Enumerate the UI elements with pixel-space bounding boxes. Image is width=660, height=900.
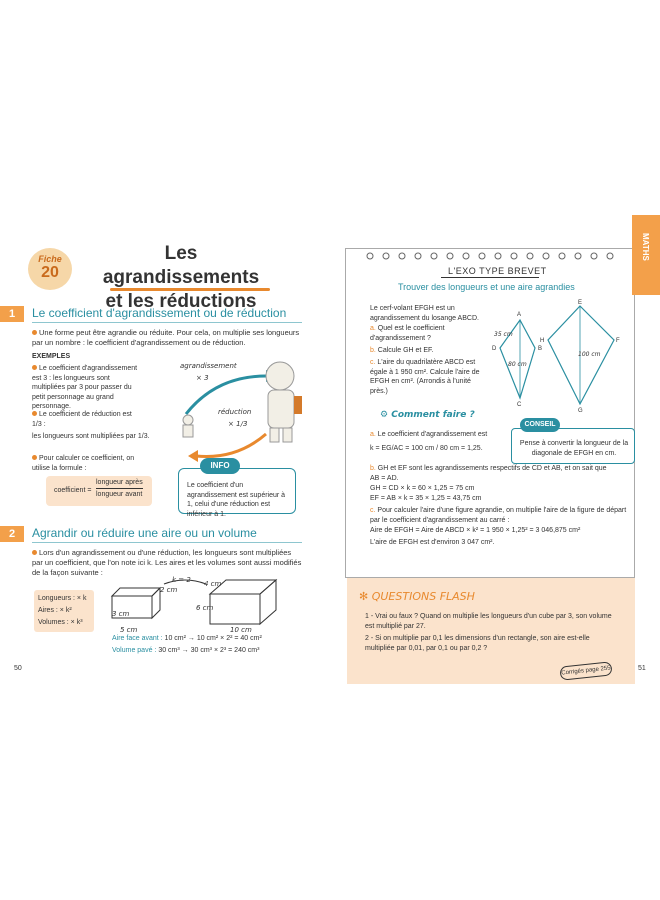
maths-tab [632,215,660,295]
small-astronaut-body [183,425,193,437]
fig-eg-length: 100 cm [578,351,601,358]
exo-subtitle: Trouver des longueurs et une aire agrandies [398,282,575,292]
fiche-number: 20 [41,264,59,281]
box-diagram [100,578,300,628]
bullet-icon [32,455,37,460]
flash-title: ✻ QUESTIONS FLASH [359,590,475,603]
info-tag: INFO [200,458,240,474]
dim-small-side: 5 cm [120,626,138,634]
gear-icon: ⚙ [380,410,389,420]
area-line: Aire face avant : 10 cm² → 10 cm² × 2² = 40 cm² [112,635,262,642]
bullet-icon [32,550,37,555]
section-2-number: 2 [0,526,24,542]
examples-label: EXEMPLES [32,353,71,360]
comment-title: ⚙ Comment faire ? [380,410,475,420]
title-underline [110,288,270,291]
answer-a: a. Le coefficient d'agrandissement est [370,431,488,438]
dim-big-front: 6 cm [196,604,214,612]
info-text: Le coefficient d'un agrandissement est supérieur à 1, celui d'une réduction est inférieur à 1. [187,482,286,518]
exo-statement: Le cerf-volant EFGH est un agrandissement du losange ABCD. [370,305,479,322]
big-astronaut-head [266,362,294,390]
small-box-side [152,588,160,618]
big-box-side [260,580,276,624]
title-line-2: et les réductions [105,291,257,312]
answer-b: b. GH et EF sont les agrandissements respectifs de CD et AB, et on sait que AB = AD. [370,465,607,482]
big-astronaut-body [268,390,294,428]
question-b: b. Calcule GH et EF. [370,347,434,354]
section-1-title: Le coefficient d'agrandissement ou de réduction [32,306,287,320]
small-astronaut-head [183,415,193,425]
rule-lengths: Longueurs : × k [38,595,87,602]
flash-question-2: 2 - Si on multiplie par 0,1 les dimensions d'un rectangle, son aire est-elle multipliée par 0,01, par 0,1 ou par 0,2 ? [365,635,590,652]
example-1: Le coefficient d'agrandissement est 3 : les longueurs sont multipliées par 3 pour passer du petit personnage au grand personnage. [32,365,138,410]
label-d: D [492,346,497,352]
dim-small-top: 2 cm [160,586,178,594]
label-e: E [578,300,583,306]
bullet-icon [32,365,37,370]
formula-label: coefficient = [54,487,92,494]
rule-areas: Aires : × k² [38,607,72,614]
example-2b: les longueurs sont multipliées par 1/3. [32,433,150,440]
shrink-arrow [196,434,266,457]
example-2a: Le coefficient de réduction est 1/3 : [32,411,132,428]
kite-figure [490,300,630,414]
section-1-number: 1 [0,306,24,322]
big-astronaut-leg-l [270,428,279,442]
page-number-left: 50 [14,665,22,672]
formula-denominator: longueur avant [96,491,143,498]
flash-question-1: 1 - Vrai ou faux ? Quand on multiplie les longueurs d'un cube par 3, son volume est multiplié par 27. [365,613,612,630]
answer-c-result: L'aire de EFGH est d'environ 3 047 cm². [370,539,495,546]
label-h: H [540,338,545,344]
big-box-front [210,594,260,624]
question-c: c. L'aire du quadrilatère ABCD est égale à 1 950 cm². Calcule l'aire de EFGH en cm². (Arrondis à l'unité près.) [370,359,480,395]
answer-b-gh: GH = CD × k = 60 × 1,25 = 75 cm [370,485,475,492]
arrow-up-label: agrandissement [180,362,237,370]
conseil-box [511,428,635,464]
arrow-down-value: × 1/3 [228,420,248,428]
page-number-right: 51 [638,665,646,672]
section-2-divider [32,542,302,543]
page-title [86,242,276,314]
answer-c-calc: Aire de EFGH = Aire de ABCD × k² = 1 950 × 1,25² = 3 046,875 cm² [370,527,581,534]
exo-title-underline [441,264,539,278]
bullet-icon [32,411,37,416]
title-line-1: Les agrandissements [102,243,260,288]
astronaut-backpack [294,396,302,414]
bullet-icon [32,330,37,335]
spiral-binding [366,252,616,260]
section-2-intro: Lors d'un agrandissement ou d'une réduction, les longueurs sont multipliées par un coefficient, que l'on note ici k. Les aires et les volumes sont aussi modifiés de la façon suivante : [32,548,302,577]
fiche-label: Fiche [38,254,62,264]
arrow-up-value: × 3 [196,374,209,382]
label-f: F [616,338,620,344]
section-2-title: Agrandir ou réduire une aire ou un volume [32,526,257,540]
formula-numerator: longueur après [96,478,143,489]
big-astronaut-leg-r [283,428,292,442]
answer-a-formula: k = EG/AC = 100 cm / 80 cm = 1,25. [370,445,483,452]
label-c: C [517,402,522,408]
maths-tab-label: MATHS [641,233,650,261]
conseil-tag: CONSEIL [520,418,560,432]
volume-line: Volume pavé : 30 cm³ → 30 cm³ × 2³ = 240 cm³ [112,647,260,654]
lightbulb-icon: ✻ [359,590,369,603]
question-a: a. Quel est le coefficient d'agrandissement ? [370,325,445,342]
label-a: A [517,312,522,318]
calc-intro: Pour calculer ce coefficient, on utilise la formule : [32,455,135,472]
dim-big-side: 10 cm [230,626,252,634]
rule-volumes: Volumes : × k³ [38,619,83,626]
formula-box [46,476,152,506]
section-1-divider [32,322,302,323]
dim-big-top: 4 cm [204,580,222,588]
scaling-rules-box [34,590,94,632]
answer-b-ef: EF = AB × k = 35 × 1,25 = 43,75 cm [370,495,482,502]
answer-c: c. Pour calculer l'aire d'une figure agrandie, on multiplie l'aire de la figure de départ par le coefficient d'agrandissement au carré : [370,507,627,524]
fiche-badge [28,248,72,290]
dim-small-front: 3 cm [112,610,130,618]
section-1-intro: Une forme peut être agrandie ou réduite. Pour cela, on multiplie ses longueurs par un nombre : le coefficient d'agrandissement ou de réduction. [32,328,300,347]
k-label: k = 2 [172,576,191,584]
label-b: B [538,346,543,352]
exo-title: L'EXO TYPE BREVET [448,266,547,276]
info-box [178,468,296,518]
label-g: G [578,408,583,414]
conseil-text: Pense à convertir la longueur de la diagonale de EFGH en cm. [519,440,629,457]
corrections-stamp: Corrigés page 255 [559,661,612,680]
fig-ab-length: 35 cm [494,331,513,338]
fig-ac-length: 80 cm [508,361,527,368]
shrink-arrowhead [188,450,198,462]
arrow-down-label: réduction [218,408,252,416]
